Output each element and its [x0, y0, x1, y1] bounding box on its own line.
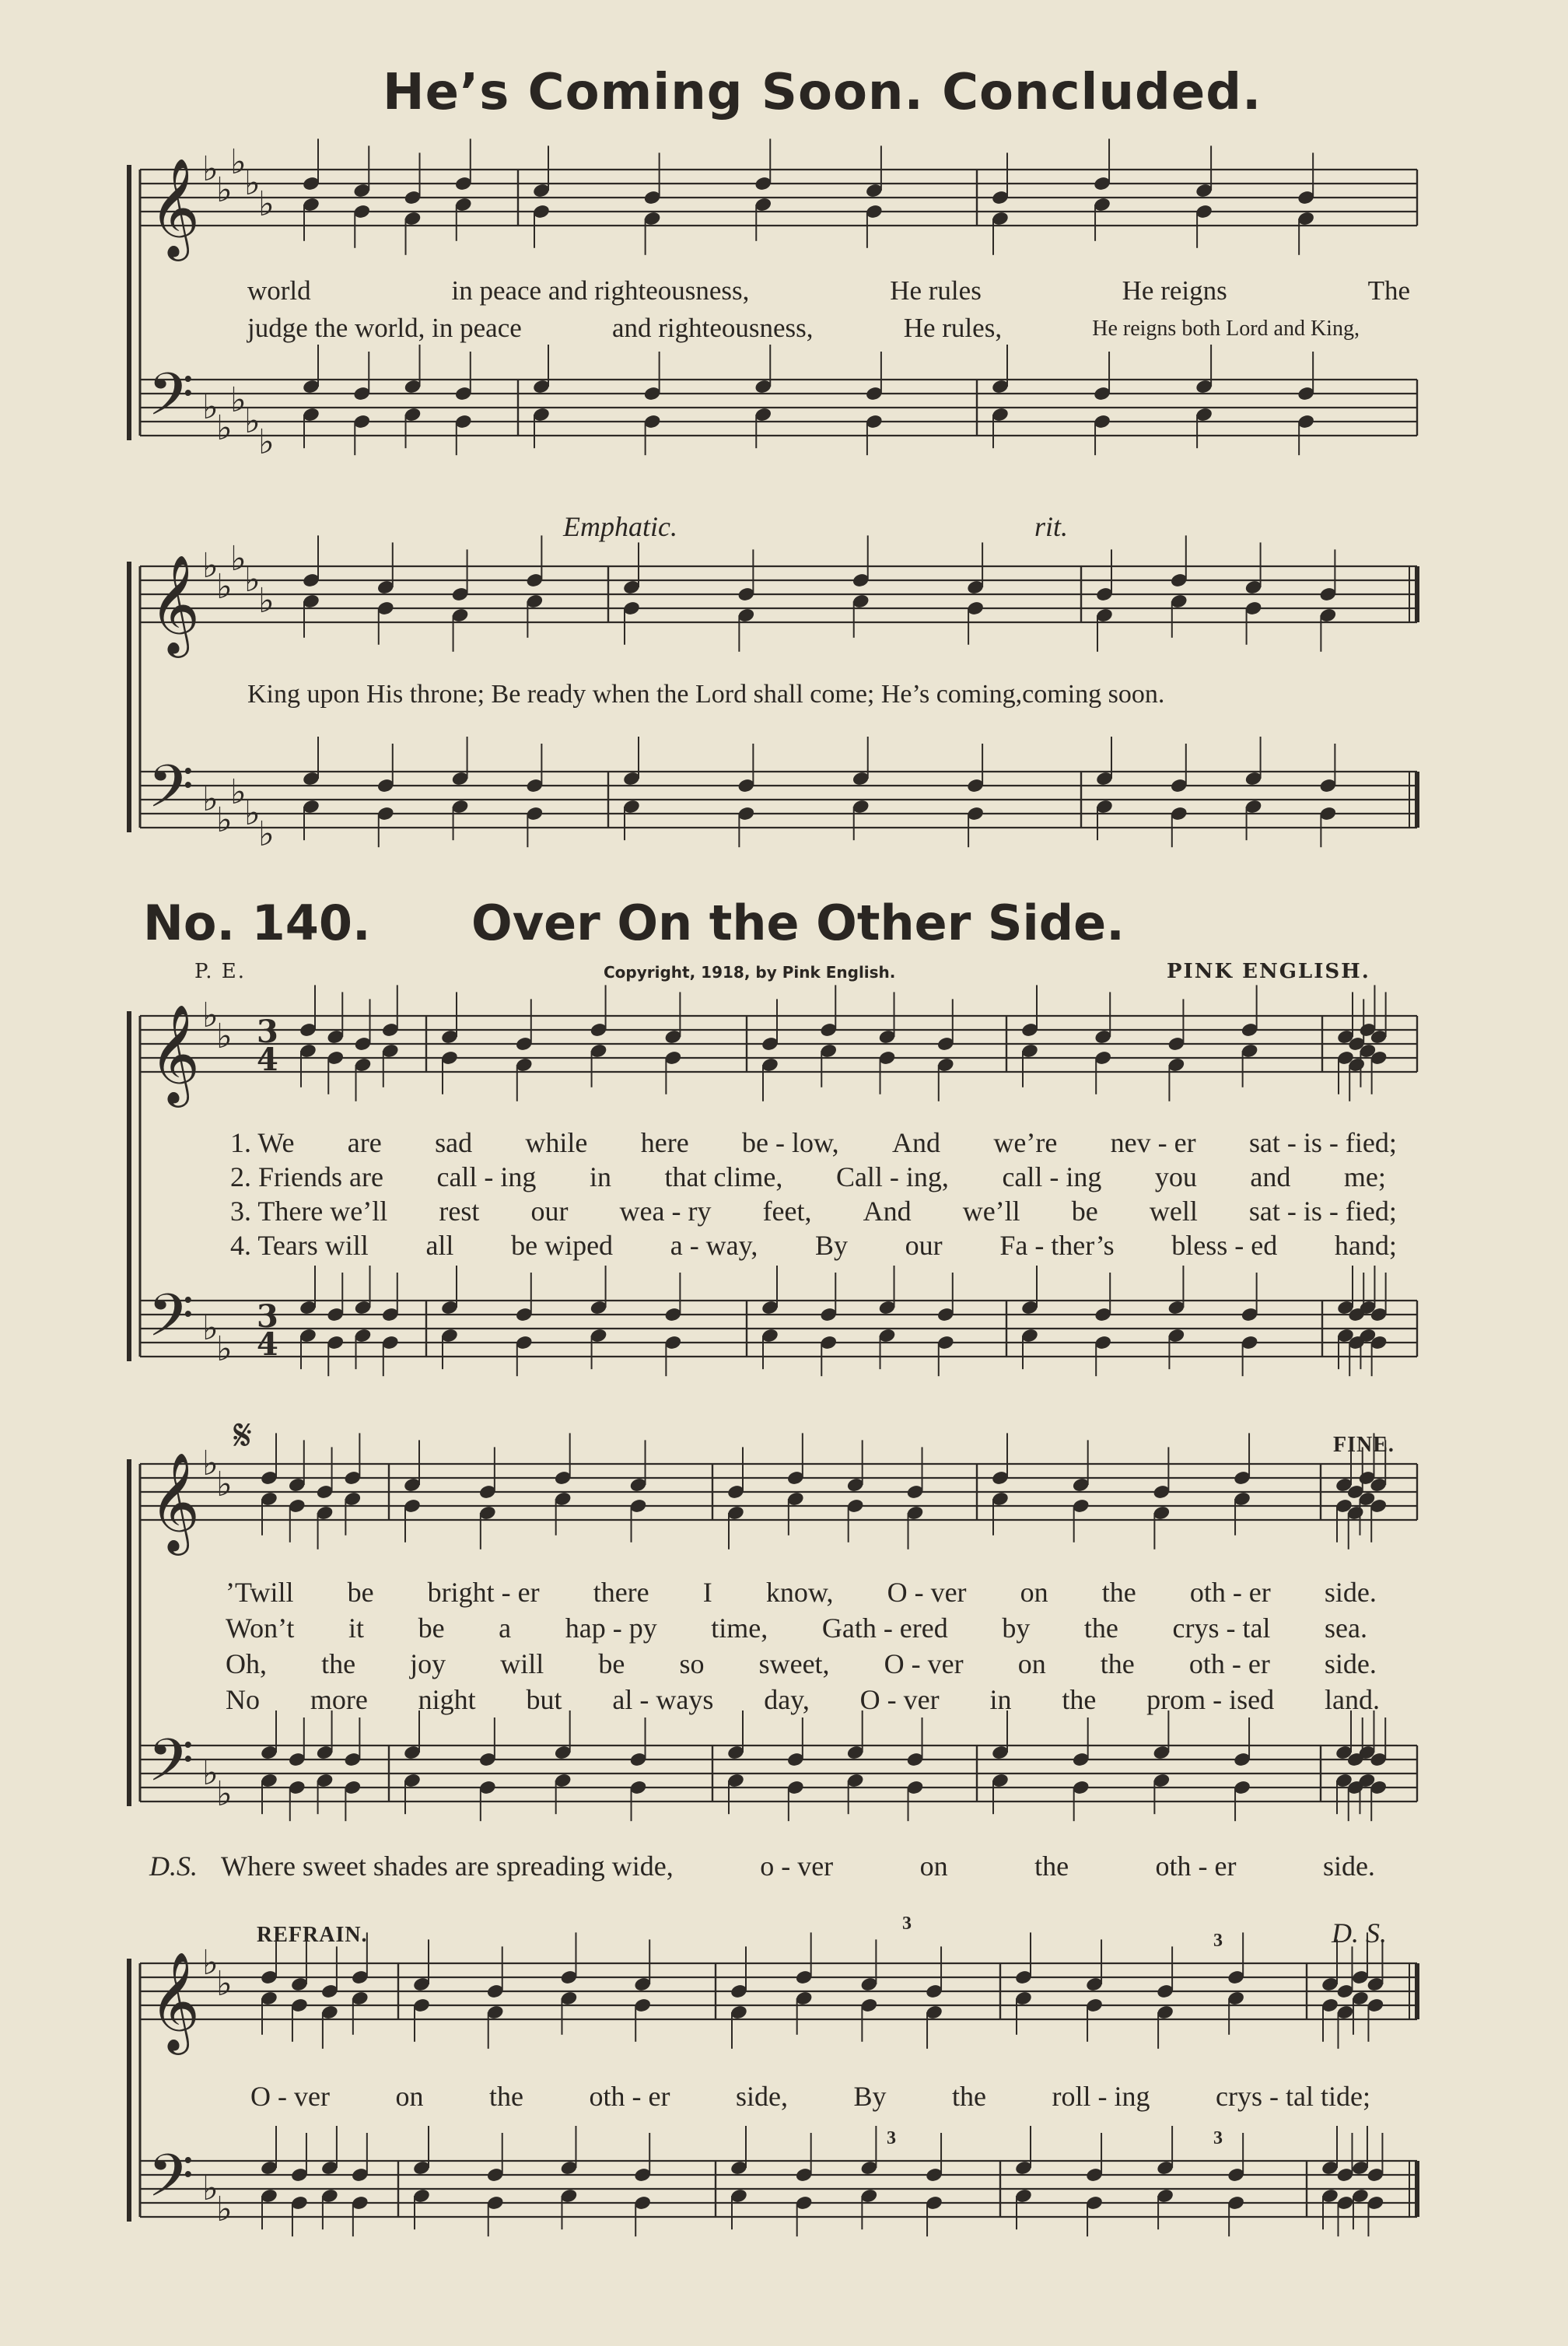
lyric-word: And — [892, 1127, 941, 1158]
lyric-word: Where sweet shades are spreading wide, — [221, 1851, 674, 1882]
hymn-number: No. 140. — [143, 895, 371, 951]
lyric-word: feet, — [762, 1196, 812, 1227]
lyric-word: and righteousness, — [611, 313, 814, 343]
lyric-word: be — [347, 1577, 374, 1608]
flat-accidental: ♭ — [216, 1465, 233, 1504]
lyric-word: on — [1017, 1648, 1046, 1679]
time-signature-bottom: 4 — [257, 1326, 278, 1363]
page-title: He’s Coming Soon. Concluded. — [383, 64, 1262, 121]
verse-4-line-b — [226, 1683, 1380, 1716]
lyric-word: in — [989, 1684, 1012, 1715]
lyric-word: nev - er — [1110, 1127, 1196, 1158]
lyric-word: prom - ised — [1146, 1684, 1275, 1715]
hymn-title: Over On the Other Side. — [471, 895, 1125, 951]
lyric-word: crys - tal tide; — [1216, 2081, 1370, 2112]
concluded-lyrics-line-1 — [247, 275, 1410, 306]
lyric-word: more — [310, 1684, 368, 1715]
concluded-lyrics-line-2 — [247, 313, 1360, 344]
lyric-word: the — [1083, 1612, 1118, 1644]
flat-accidental: ♭ — [216, 800, 233, 840]
lyric-word: side, — [735, 2081, 788, 2112]
lyric-word: He rules, — [903, 313, 1003, 343]
flat-accidental: ♭ — [258, 184, 275, 224]
lyric-word: oth - er — [1189, 1577, 1271, 1608]
ds-label: D.S. — [149, 1851, 198, 1882]
lyric-word: roll - ing — [1052, 2081, 1150, 2112]
lyric-word: know, — [765, 1577, 834, 1608]
flat-accidental: ♭ — [216, 2190, 233, 2229]
verse-2-line-b — [226, 1612, 1367, 1644]
lyric-word: 4. Tears will — [230, 1230, 369, 1261]
lyric-word: the — [1101, 1577, 1136, 1608]
verse-1-line-a — [230, 1126, 1397, 1159]
lyric-word: are — [347, 1127, 382, 1158]
lyric-word: O - ver — [250, 2081, 330, 2112]
lyric-word: call - ing — [436, 1161, 537, 1192]
flat-accidental: ♭ — [244, 793, 261, 833]
lyric-word: 1. We — [230, 1127, 295, 1158]
flat-accidental: ♭ — [230, 539, 247, 579]
flat-accidental: ♭ — [202, 387, 219, 427]
lyric-word: on — [919, 1851, 948, 1882]
lyric-word: rest — [439, 1196, 480, 1227]
time-signature-top: 3 — [257, 1298, 278, 1335]
lyric-word: so — [679, 1648, 705, 1679]
lyric-word: bless - ed — [1171, 1230, 1278, 1261]
lyric-word: hand; — [1334, 1230, 1397, 1261]
lyric-word: He rules — [890, 275, 982, 306]
lyric-word: me; — [1343, 1161, 1386, 1192]
lyric-word: oth - er — [1188, 1648, 1270, 1679]
lyric-word: all — [425, 1230, 454, 1261]
lyric-word: on — [1020, 1577, 1048, 1608]
lyric-word: will — [500, 1648, 544, 1679]
lyric-word: o - ver — [760, 1851, 834, 1882]
triplet-mark-3: 3 — [887, 2128, 897, 2148]
lyric-word: the — [321, 1648, 356, 1679]
lyric-word: while — [525, 1127, 588, 1158]
flat-accidental: ♭ — [216, 567, 233, 607]
copyright-notice: Copyright, 1918, by Pink English. — [604, 963, 896, 982]
lyric-word: side. — [1324, 1577, 1377, 1608]
bass-clef: 𝄢 — [148, 752, 194, 835]
flat-accidental: ♭ — [230, 142, 247, 182]
flat-accidental: ♭ — [202, 149, 219, 189]
lyric-word: O - ver — [884, 1648, 964, 1679]
lyric-word: that clime, — [664, 1161, 783, 1192]
flat-accidental: ♭ — [258, 581, 275, 621]
flat-accidental: ♭ — [202, 1308, 219, 1348]
lyric-word: our — [530, 1196, 569, 1227]
lyric-word: I — [702, 1577, 712, 1608]
lyric-word: the — [1034, 1851, 1069, 1882]
lyric-word: Won’t — [226, 1612, 295, 1644]
refrain-label: REFRAIN. — [257, 1923, 368, 1947]
lyric-word: side. — [1322, 1851, 1375, 1882]
verse-1-line-b — [226, 1576, 1377, 1609]
expression-rit: rit. — [1034, 511, 1069, 542]
flat-accidental: ♭ — [202, 779, 219, 819]
bass-clef: 𝄢 — [148, 2141, 194, 2225]
lyric-word: And — [863, 1196, 912, 1227]
lyric-word: it — [348, 1612, 365, 1644]
lyric-word: O - ver — [859, 1684, 940, 1715]
lyric-word: there — [593, 1577, 649, 1608]
lyric-word: judge the world, in peace — [247, 313, 522, 343]
flat-accidental: ♭ — [216, 1017, 233, 1056]
lyric-word: sea. — [1325, 1612, 1367, 1644]
flat-accidental: ♭ — [202, 1444, 219, 1483]
verse-3-line-b — [226, 1647, 1377, 1680]
lyric-word: we’ll — [962, 1196, 1020, 1227]
lyric-word: the — [952, 2081, 986, 2112]
treble-clef: 𝄞 — [149, 157, 201, 257]
refrain-lyrics-line — [250, 2080, 1370, 2113]
treble-clef: 𝄞 — [149, 1003, 201, 1103]
lyric-word: be — [598, 1648, 625, 1679]
flat-accidental: ♭ — [258, 814, 275, 854]
lyric-word: al - ways — [612, 1684, 714, 1715]
lyric-word: 2. Friends are — [230, 1161, 383, 1192]
lyric-word: bright - er — [427, 1577, 540, 1608]
lyric-word: but — [526, 1684, 562, 1715]
lyric-word: the — [1100, 1648, 1135, 1679]
triplet-mark-2: 3 — [1213, 1931, 1223, 1951]
lyric-word: a - way, — [670, 1230, 758, 1261]
verse-4-line-a — [230, 1229, 1397, 1262]
lyric-word: our — [905, 1230, 943, 1261]
lyric-word: side. — [1324, 1648, 1377, 1679]
lyric-word: be — [418, 1612, 445, 1644]
bass-clef: 𝄢 — [148, 1281, 194, 1364]
flat-accidental: ♭ — [202, 546, 219, 586]
lyric-word: we’re — [993, 1127, 1058, 1158]
lyric-word: well — [1149, 1196, 1198, 1227]
ds-mark: D. S. — [1332, 1917, 1387, 1949]
flat-accidental: ♭ — [216, 1964, 233, 2004]
author-initials: P. E. — [194, 960, 246, 983]
expression-emphatic: Emphatic. — [563, 511, 677, 542]
verse-3-line-a — [230, 1195, 1397, 1227]
flat-accidental: ♭ — [216, 1774, 233, 1814]
time-signature-bottom: 4 — [257, 1042, 278, 1078]
lyric-word: in peace and righteousness, — [451, 275, 750, 306]
flat-accidental: ♭ — [230, 380, 247, 420]
lyric-word: Call - ing, — [835, 1161, 949, 1192]
lyric-word: on — [395, 2081, 424, 2112]
composer-name: PINK ENGLISH. — [1167, 960, 1370, 983]
flat-accidental: ♭ — [244, 560, 261, 600]
time-signature-top: 3 — [257, 1014, 278, 1050]
lyric-word: here — [640, 1127, 689, 1158]
segno-sign: 𝄋 — [233, 1410, 253, 1461]
lyric-word: No — [226, 1684, 260, 1715]
lyric-word: by — [1002, 1612, 1031, 1644]
flat-accidental: ♭ — [258, 422, 275, 462]
flat-accidental: ♭ — [202, 996, 219, 1035]
lyric-word: sweet, — [758, 1648, 830, 1679]
flat-accidental: ♭ — [202, 1943, 219, 1983]
triplet-mark-4: 3 — [1213, 2128, 1223, 2148]
lyric-word: By — [814, 1230, 848, 1261]
lyric-word: By — [853, 2081, 887, 2112]
treble-clef: 𝄞 — [149, 554, 201, 653]
lyric-word: and — [1250, 1161, 1291, 1192]
lyric-word: a — [499, 1612, 512, 1644]
lyric-word: joy — [410, 1648, 446, 1679]
lyric-word: oth - er — [1155, 1851, 1237, 1882]
flat-accidental: ♭ — [244, 163, 261, 203]
concluded-lyrics-line-3: King upon His throne; Be ready when the Lord shall come; He’s coming,coming soon. — [247, 680, 1165, 709]
lyric-word: Fa - ther’s — [999, 1230, 1115, 1261]
flat-accidental: ♭ — [202, 1753, 219, 1793]
lyric-word: hap - py — [565, 1612, 657, 1644]
ds-lyrics-line — [221, 1850, 1375, 1882]
treble-clef: 𝄞 — [149, 1451, 201, 1551]
lyric-word: sat - is - fied; — [1248, 1196, 1397, 1227]
lyric-word: sad — [435, 1127, 473, 1158]
flat-accidental: ♭ — [216, 170, 233, 210]
bass-clef: 𝄢 — [148, 1726, 194, 1809]
lyric-word: world — [247, 275, 311, 306]
lyric-word: sat - is - fied; — [1248, 1127, 1397, 1158]
lyric-word: He reigns — [1122, 275, 1227, 306]
flat-accidental: ♭ — [230, 772, 247, 812]
lyric-word: 3. There we’ll — [230, 1196, 388, 1227]
lyric-word: crys - tal — [1172, 1612, 1271, 1644]
triplet-mark-1: 3 — [902, 1914, 912, 1934]
flat-accidental: ♭ — [216, 408, 233, 448]
lyric-word: ’Twill — [226, 1577, 294, 1608]
bass-clef: 𝄢 — [148, 360, 194, 443]
lyric-word: land. — [1324, 1684, 1380, 1715]
fine-mark: FINE. — [1333, 1433, 1395, 1457]
lyric-word: He reigns both Lord and King, — [1092, 317, 1360, 341]
lyric-word: in — [589, 1161, 611, 1192]
flat-accidental: ♭ — [202, 2169, 219, 2208]
lyric-word: be wiped — [511, 1230, 614, 1261]
lyric-word: Oh, — [226, 1648, 267, 1679]
lyric-word: Gath - ered — [821, 1612, 948, 1644]
lyric-word: time, — [711, 1612, 768, 1644]
lyric-word: you — [1154, 1161, 1197, 1192]
lyric-word: the — [488, 2081, 523, 2112]
lyric-word: call - ing — [1002, 1161, 1102, 1192]
verse-2-line-a — [230, 1161, 1386, 1193]
lyric-word: the — [1062, 1684, 1097, 1715]
flat-accidental: ♭ — [244, 401, 261, 441]
lyric-word: day, — [764, 1684, 810, 1715]
lyric-word: O - ver — [887, 1577, 967, 1608]
lyric-word: wea - ry — [619, 1196, 712, 1227]
lyric-word: oth - er — [589, 2081, 670, 2112]
lyric-word: be - low, — [742, 1127, 839, 1158]
treble-clef: 𝄞 — [149, 1951, 201, 2050]
lyric-word: night — [418, 1684, 476, 1715]
lyric-word: be — [1071, 1196, 1098, 1227]
flat-accidental: ♭ — [216, 1329, 233, 1369]
lyric-word: The — [1367, 275, 1410, 306]
